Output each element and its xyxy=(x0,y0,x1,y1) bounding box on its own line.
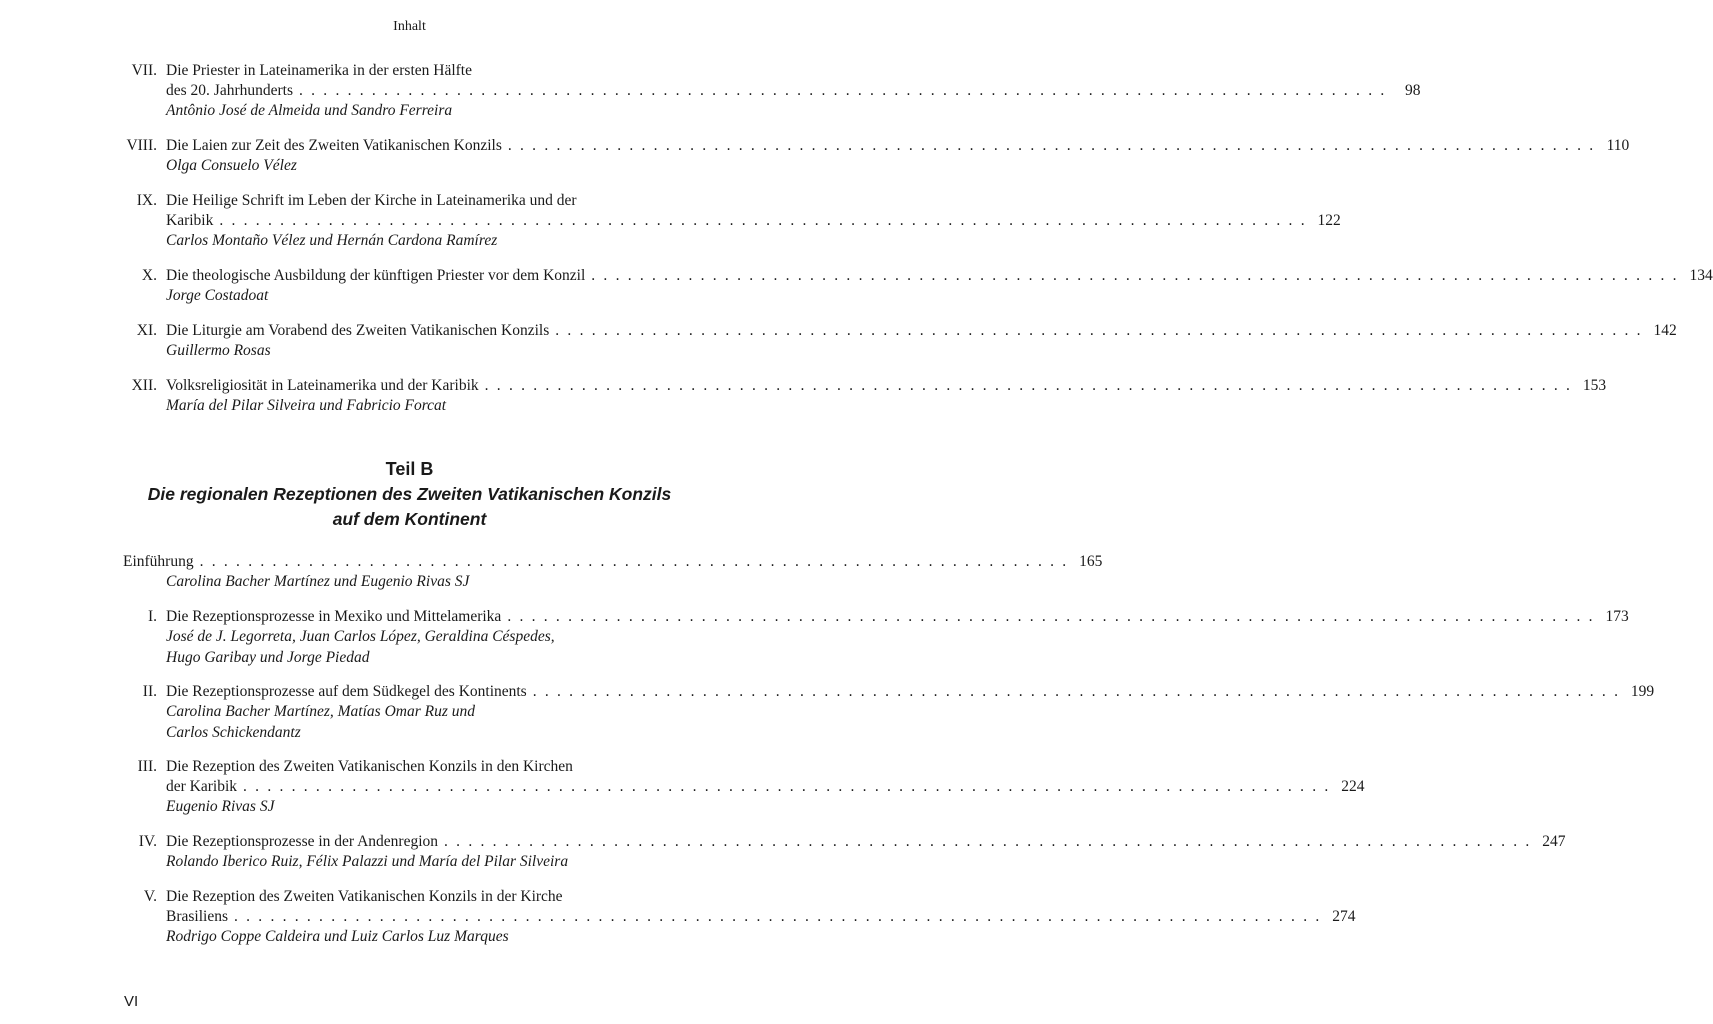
page-number: 247 xyxy=(1542,833,1566,850)
entry-title: Die Laien zur Zeit des Zweiten Vatikanischen Konzils xyxy=(166,137,502,154)
part-b-heading xyxy=(0,457,819,532)
entry-title: Die Rezeptionsprozesse in der Andenregion xyxy=(166,833,439,850)
entry-authors: Carolina Bacher Martínez, Matías Omar Ruz und xyxy=(166,703,475,720)
entry-title-line: Die Priester in Lateinamerika in der ersten Hälfte xyxy=(166,62,472,79)
dot-leader: . . . . . . . . . . . . . . . . . . . . . . . . . . . . . . . . . . . . . . . . . . . . . . . . . . . . . . . . . . . . . . . . . . . . . . . . . . . . . . . . . . . . . . . . . . xyxy=(532,683,1621,700)
entry-authors: Carlos Montaño Vélez und Hernán Cardona Ramírez xyxy=(166,232,498,249)
chapter-number: I. xyxy=(147,608,157,625)
entry-authors: Eugenio Rivas SJ xyxy=(166,798,275,815)
dot-leader: . . . . . . . . . . . . . . . . . . . . . . . . . . . . . . . . . . . . . . . . . . . . . . . . . . . . . . . . . . . . . . . . . . . . . . . . . . . . . . . . . . . . . . . . . . xyxy=(299,82,1387,99)
page-number: 153 xyxy=(1582,377,1607,394)
entry-title-line: Die Rezeption des Zweiten Vatikanischen Konzils in der Kirche xyxy=(166,888,563,905)
chapter-number: VIII. xyxy=(126,137,157,154)
chapter-number: II. xyxy=(142,683,157,700)
chapter-number: V. xyxy=(143,888,157,905)
entry-authors: Jorge Costadoat xyxy=(166,287,269,304)
entry-authors: María del Pilar Silveira und Fabricio Forcat xyxy=(166,397,447,414)
part-subtitle-line1: Die regionalen Rezeptionen des Zweiten Vatikanischen Konzils xyxy=(147,484,672,504)
entry-authors: Rolando Iberico Ruiz, Félix Palazzi und María del Pilar Silveira xyxy=(166,853,569,870)
entry-title: Volksreligiosität in Lateinamerika und der Karibik xyxy=(166,377,479,394)
dot-leader: . . . . . . . . . . . . . . . . . . . . . . . . . . . . . . . . . . . . . . . . . . . . . . . . . . . . . . . . . . . . . . . . . . . . . . . . . . . . . . . . . . . . . . . . . . xyxy=(234,908,1322,925)
entry-authors: Olga Consuelo Vélez xyxy=(166,157,297,174)
page-number: 134 xyxy=(1689,267,1713,284)
chapter-number: VII. xyxy=(131,62,157,79)
entry-title-line: Die Heilige Schrift im Leben der Kirche in Lateinamerika und der xyxy=(166,192,577,209)
entry-title: Brasiliens xyxy=(166,908,228,925)
entry-title: des 20. Jahrhunderts xyxy=(166,82,293,99)
dot-leader: . . . . . . . . . . . . . . . . . . . . . . . . . . . . . . . . . . . . . . . . . . . . . . . . . . . . . . . . . . . . . . . . . . . . . . . . . . . . . . . . . . . . . . . . . . xyxy=(219,212,1307,229)
entry-title-line: Die Rezeption des Zweiten Vatikanischen Konzils in den Kirchen xyxy=(166,758,573,775)
chapter-number: XII. xyxy=(131,377,157,394)
chapter-number: III. xyxy=(137,758,157,775)
entry-title: Einführung xyxy=(123,553,194,570)
toc-entry-introduction[interactable] xyxy=(123,552,1103,593)
page-folio: VI xyxy=(124,993,139,1010)
part-title: Teil B xyxy=(385,459,434,479)
entry-authors: Rodrigo Coppe Caldeira und Luiz Carlos Luz Marques xyxy=(166,928,509,945)
entry-authors: Carolina Bacher Martínez und Eugenio Rivas SJ xyxy=(166,573,470,590)
dot-leader: . . . . . . . . . . . . . . . . . . . . . . . . . . . . . . . . . . . . . . . . . . . . . . . . . . . . . . . . . . . . . . . . . . . . . . . . . . . . . . . . . . . . . . . . . . xyxy=(507,137,1596,154)
entry-title: Die Rezeptionsprozesse in Mexiko und Mittelamerika xyxy=(166,608,502,625)
dot-leader: . . . . . . . . . . . . . . . . . . . . . . . . . . . . . . . . . . . . . . . . . . . . . . . . . . . . . . . . . . . . . . . . . . . . . . . . . . . . . . . . . . . . . . . . . . xyxy=(243,778,1331,795)
chapter-number: IX. xyxy=(136,192,157,209)
chapter-number: X. xyxy=(141,267,157,284)
chapter-number: IV. xyxy=(138,833,157,850)
entry-title: Die Liturgie am Vorabend des Zweiten Vatikanischen Konzils xyxy=(166,322,550,339)
page-number: 274 xyxy=(1332,908,1356,925)
entry-title: der Karibik xyxy=(166,778,238,795)
page-number: 122 xyxy=(1317,212,1341,229)
page-number: 199 xyxy=(1630,683,1655,700)
page-number: 224 xyxy=(1341,778,1365,795)
running-head: Inhalt xyxy=(393,19,426,34)
dot-leader: . . . . . . . . . . . . . . . . . . . . . . . . . . . . . . . . . . . . . . . . . . . . . . . . . . . . . . . . . . . . . . . . . . . . . . . . . . . . . . . . . . . . . . . . . . xyxy=(555,322,1643,339)
dot-leader: . . . . . . . . . . . . . . . . . . . . . . . . . . . . . . . . . . . . . . . . . . . . . . . . . . . . . . . . . . . . . . . . . . . . . . . . xyxy=(199,553,1069,570)
chapter-number: XI. xyxy=(136,322,157,339)
entry-title: Die theologische Ausbildung der künftigen Priester vor dem Konzil xyxy=(166,267,586,284)
page-number: 165 xyxy=(1079,553,1103,570)
part-subtitle-line2: auf dem Kontinent xyxy=(332,509,487,529)
entry-authors: Hugo Garibay und Jorge Piedad xyxy=(166,648,370,666)
page-number: 173 xyxy=(1605,608,1629,625)
page-number: 98 xyxy=(1404,82,1421,99)
page-number: 110 xyxy=(1606,137,1630,154)
entry-authors: José de J. Legorreta, Juan Carlos López, Geraldina Céspedes, xyxy=(166,628,555,645)
dot-leader: . . . . . . . . . . . . . . . . . . . . . . . . . . . . . . . . . . . . . . . . . . . . . . . . . . . . . . . . . . . . . . . . . . . . . . . . . . . . . . . . . . . . . . . . . . xyxy=(507,608,1595,625)
entry-title: Karibik xyxy=(166,212,214,229)
page-number: 142 xyxy=(1653,322,1677,339)
dot-leader: . . . . . . . . . . . . . . . . . . . . . . . . . . . . . . . . . . . . . . . . . . . . . . . . . . . . . . . . . . . . . . . . . . . . . . . . . . . . . . . . . . . . . . . . . . xyxy=(444,833,1532,850)
entry-authors: Carlos Schickendantz xyxy=(166,723,301,741)
dot-leader: . . . . . . . . . . . . . . . . . . . . . . . . . . . . . . . . . . . . . . . . . . . . . . . . . . . . . . . . . . . . . . . . . . . . . . . . . . . . . . . . . . . . . . . . . . xyxy=(591,267,1679,284)
entry-authors: Antônio José de Almeida und Sandro Ferreira xyxy=(166,102,453,119)
entry-authors: Guillermo Rosas xyxy=(166,342,271,359)
entry-title: Die Rezeptionsprozesse auf dem Südkegel des Kontinents xyxy=(166,683,527,700)
dot-leader: . . . . . . . . . . . . . . . . . . . . . . . . . . . . . . . . . . . . . . . . . . . . . . . . . . . . . . . . . . . . . . . . . . . . . . . . . . . . . . . . . . . . . . . . . . xyxy=(484,377,1573,394)
